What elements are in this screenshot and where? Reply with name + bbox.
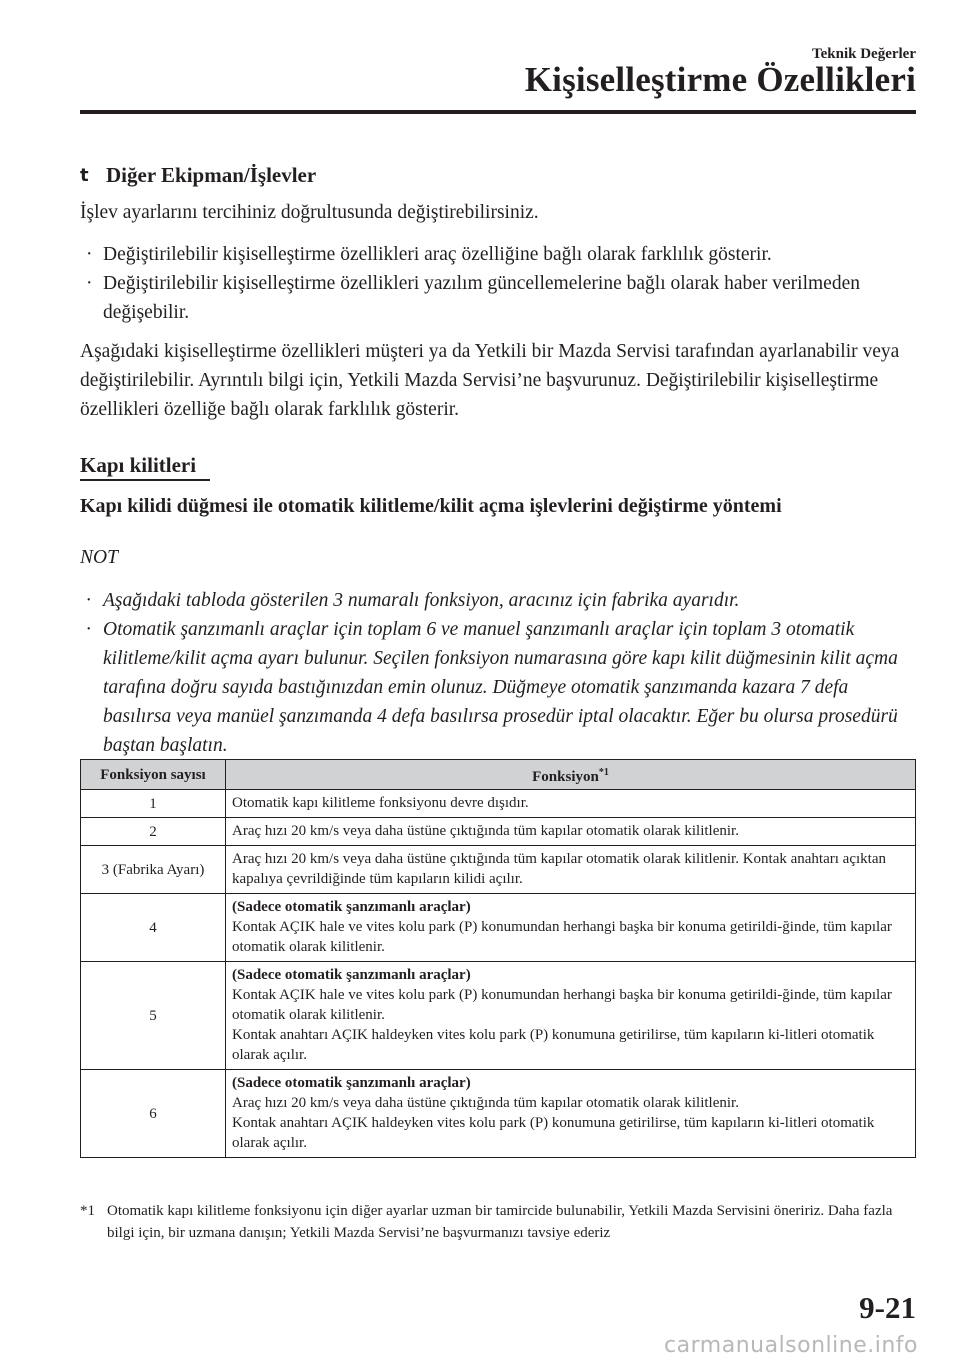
section-heading-text: Diğer Ekipman/İşlevler	[106, 163, 317, 187]
table-header-row	[81, 760, 916, 790]
section-heading	[80, 163, 316, 188]
note-bullet-list	[86, 586, 916, 760]
function-description-line: Otomatik kapı kilitleme fonksiyonu devre dışıdır.	[232, 795, 529, 811]
function-description-line: Araç hızı 20 km/s veya daha üstüne çıktığında tüm kapılar otomatik olarak kilitlenir. Kontak anahtarı açıktan kapalıya çevrildiğinde tüm kapıların kilidi açılır.	[232, 851, 886, 887]
table-body	[81, 790, 916, 1158]
bullet-dot-icon: ·	[86, 244, 93, 265]
subsection-title: Kapı kilitleri	[80, 453, 197, 477]
table-row	[81, 962, 916, 1070]
function-description-line: Araç hızı 20 km/s veya daha üstüne çıktığında tüm kapılar otomatik olarak kilitlenir.	[232, 823, 739, 839]
table-row	[81, 846, 916, 894]
col-header-function-number: Fonksiyon sayısı	[81, 760, 226, 790]
bullet-dot-icon: ·	[86, 619, 91, 640]
function-description-line: Kontak AÇIK hale ve vites kolu park (P) konumundan herhangi başka bir konuma getirildi-ğinde, tüm kapılar otomatik olarak kilitlenir.	[232, 919, 892, 955]
function-description-line: Kontak anahtarı AÇIK haldeyken vites kolu park (P) konumuna getirilirse, tüm kapıların ki-litleri otomatik olarak açılır.	[232, 1115, 875, 1151]
footnote-mark: *1	[80, 1203, 95, 1219]
section-bullet-list	[86, 240, 916, 327]
function-number-cell: 3 (Fabrika Ayarı)	[81, 846, 226, 894]
function-number-cell: 5	[81, 962, 226, 1070]
transmission-condition-label: (Sadece otomatik şanzımanlı araçlar)	[232, 899, 471, 915]
function-number-cell: 4	[81, 894, 226, 962]
list-item: · Değiştirilebilir kişiselleştirme özellikleri araç özelliğine bağlı olarak farklılık gösterir.	[86, 240, 916, 269]
col-header-function: Fonksiyon$^{*1}$	[226, 760, 916, 790]
function-table	[80, 759, 916, 1158]
note-label: NOT	[80, 547, 118, 568]
function-description-cell	[226, 962, 916, 1070]
footnote	[80, 1200, 916, 1244]
transmission-condition-label: (Sadece otomatik şanzımanlı araçlar)	[232, 1075, 471, 1091]
list-item: · Aşağıdaki tabloda gösterilen 3 numaralı fonksiyon, aracınız için fabrika ayarıdır.	[86, 586, 916, 615]
table-row	[81, 1070, 916, 1158]
function-description-line: Kontak AÇIK hale ve vites kolu park (P) konumundan herhangi başka bir konuma getirildi-ğinde, tüm kapılar otomatik olarak kilitlenir.	[232, 987, 892, 1023]
table-row	[81, 894, 916, 962]
table-row	[81, 790, 916, 818]
footnote-text: Otomatik kapı kilitleme fonksiyonu için diğer ayarlar uzman bir tamircide bulunabilir, Yetkili Mazda Servisini öneririz. Daha fazla bilgi için, bir uzmana danışın; Yetkili Mazda Servisi’ne başvurmanızı tavsiye ederiz	[107, 1203, 893, 1241]
transmission-condition-label: (Sadece otomatik şanzımanlı araçlar)	[232, 967, 471, 983]
header-divider	[80, 110, 916, 114]
footnote-ref: *1	[598, 766, 609, 778]
page-number: 9-21	[859, 1290, 916, 1325]
function-description-cell	[226, 846, 916, 894]
section-paragraph: Aşağıdaki kişiselleştirme özellikleri müşteri ya da Yetkili bir Mazda Servisi tarafından ayarlanabilir veya değiştirilebilir. Ayrıntılı bilgi için, Yetkili Mazda Servisi’ne başvurunuz. Değiştirilebilir kişiselleştirme özellikleri özelliğe bağlı olarak farklılık gösterir.	[80, 341, 900, 420]
subsection-bold-line: Kapı kilidi düğmesi ile otomatik kilitleme/kilit açma işlevlerini değiştirme yöntemi	[80, 495, 782, 517]
function-number-cell: 1	[81, 790, 226, 818]
function-description-line: Kontak anahtarı AÇIK haldeyken vites kolu park (P) konumuna getirilirse, tüm kapıların ki-litleri otomatik olarak açılır.	[232, 1027, 875, 1063]
watermark: carmanualsonline.info	[664, 1333, 918, 1358]
section-marker-icon: t	[80, 164, 89, 186]
bullet-dot-icon: ·	[86, 590, 91, 611]
bullet-dot-icon: ·	[86, 273, 93, 294]
function-description-cell	[226, 894, 916, 962]
list-item: · Otomatik şanzımanlı araçlar için toplam 6 ve manuel şanzımanlı araçlar için toplam 3 otomatik kilitleme/kilit açma ayarı bulunur. Seçilen fonksiyon numarasına göre kapı kilit düğmesinin kilit açma tarafına doğru sayıda bastığınızdan emin olunuz. Düğmeye otomatik şanzımanda kazara 7 defa basılırsa veya manüel şanzımanda 4 defa basılırsa prosedür iptal olacaktır. Eğer bu olursa prosedürü baştan başlatın.	[86, 615, 916, 760]
function-description-cell	[226, 790, 916, 818]
subsection-underline	[80, 479, 210, 481]
function-description-line: Araç hızı 20 km/s veya daha üstüne çıktığında tüm kapılar otomatik olarak kilitlenir.	[232, 1095, 739, 1111]
section-intro: İşlev ayarlarını tercihiniz doğrultusunda değiştirebilirsiniz.	[80, 202, 539, 223]
header-section-label: Teknik Değerler	[811, 46, 916, 62]
function-description-cell	[226, 1070, 916, 1158]
page-title: Kişiselleştirme Özellikleri	[524, 60, 916, 99]
function-number-cell: 2	[81, 818, 226, 846]
list-item: · Değiştirilebilir kişiselleştirme özellikleri yazılım güncellemelerine bağlı olarak haber verilmeden değişebilir.	[86, 269, 916, 327]
table-row	[81, 818, 916, 846]
function-number-cell: 6	[81, 1070, 226, 1158]
function-description-cell	[226, 818, 916, 846]
